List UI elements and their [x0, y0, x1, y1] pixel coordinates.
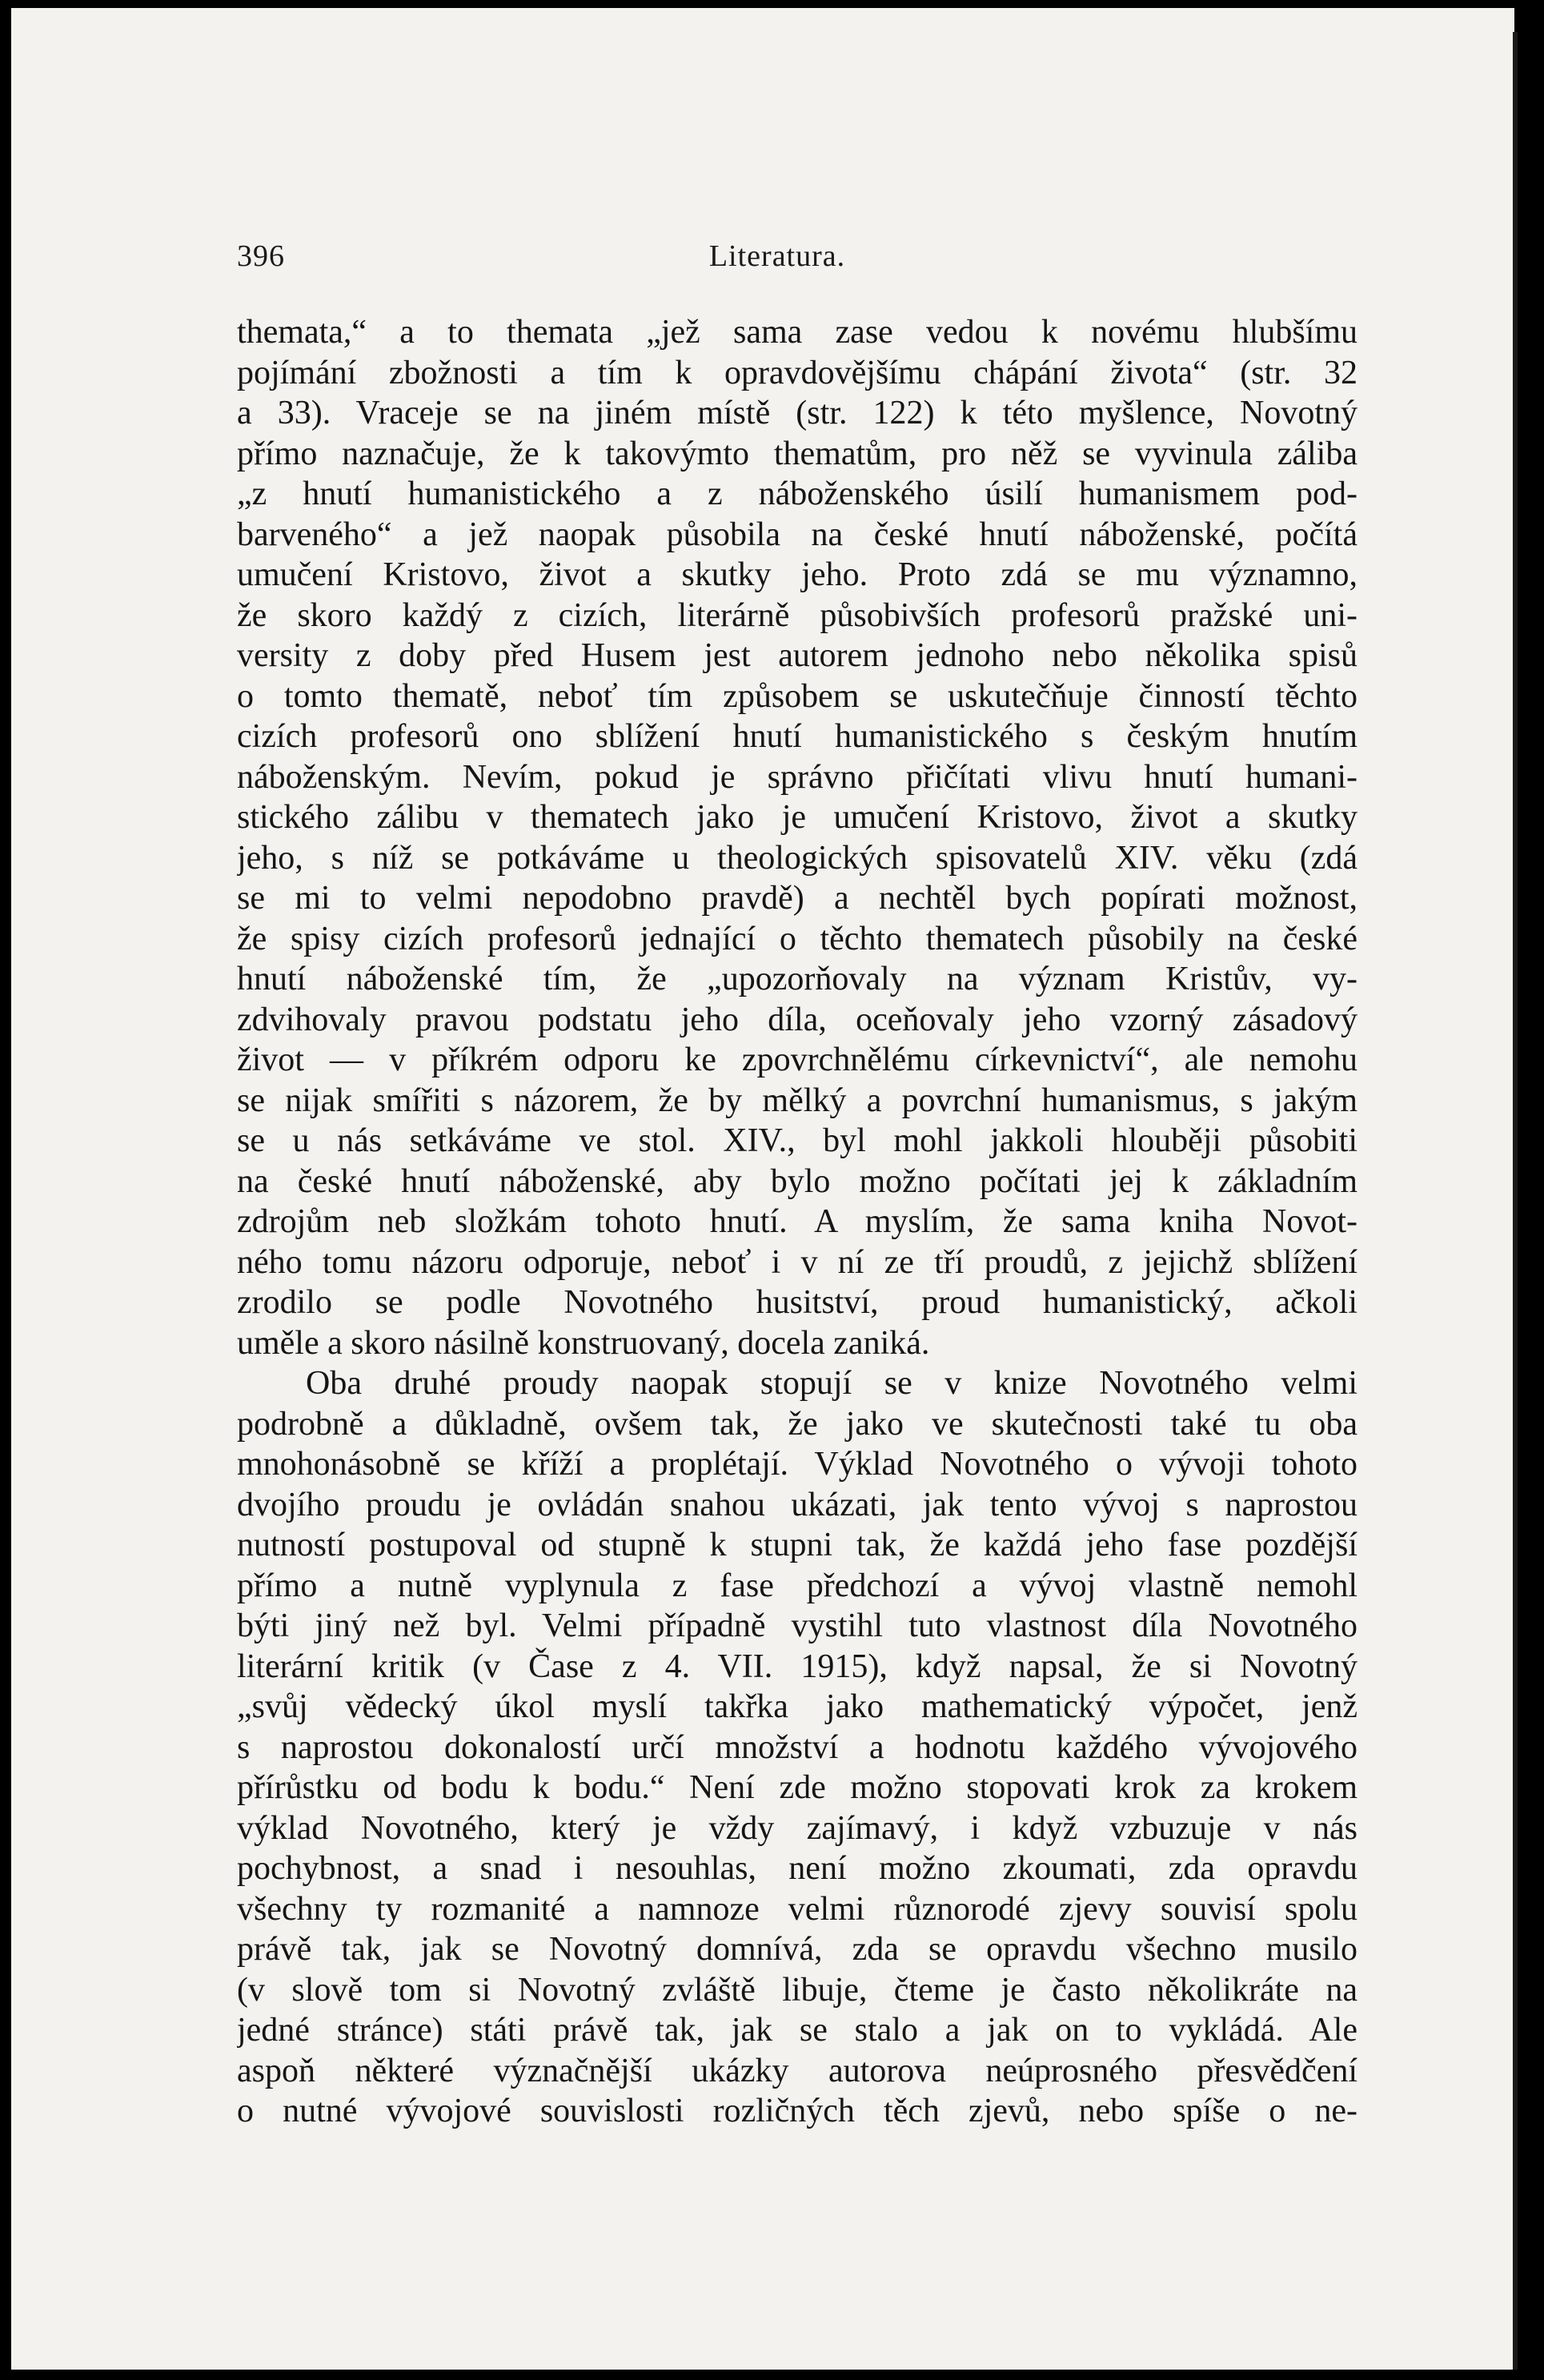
text-line: o tomto thematě, neboť tím způsobem se uskutečňuje činností těchto	[237, 677, 1358, 715]
text-line: že spisy cizích profesorů jednající o těchto thematech působily na české	[237, 920, 1358, 957]
text-line: pojímání zbožnosti a tím k opravdovějšímu chápání života“ (str. 32	[237, 354, 1358, 391]
text-line: zdvihovaly pravou podstatu jeho díla, oceňovaly jeho vzorný zásadový	[237, 1001, 1358, 1038]
text-line: nutností postupoval od stupně k stupni tak, že každá jeho fase pozdější	[237, 1527, 1358, 1563]
text-line: na české hnutí náboženské, aby bylo možno počítati jej k základním	[237, 1162, 1358, 1200]
text-line: zrodilo se podle Novotného husitství, proud humanistický, ačkoli	[237, 1284, 1358, 1321]
text-line: náboženským. Nevím, pokud je správno přičítati vlivu hnutí humani-	[237, 758, 1358, 796]
text-line: ného tomu názoru odporuje, neboť i v ní ze tří proudů, z jejichž sblížení	[237, 1243, 1358, 1281]
text-line: výklad Novotného, který je vždy zajímavý, i když vzbuzuje v nás	[237, 1809, 1358, 1847]
text-line: zdrojům neb složkám tohoto hnutí. A myslím, že sama kniha Novot-	[237, 1203, 1358, 1240]
text-line: býti jiný než byl. Velmi případně vystihl tuto vlastnost díla Novotného	[237, 1607, 1358, 1644]
page-header	[237, 239, 1317, 283]
text-line: pochybnost, a snad i nesouhlas, není možno zkoumati, zda opravdu	[237, 1850, 1358, 1887]
text-line: literární kritik (v Čase z 4. VII. 1915), když napsal, že si Novotný	[237, 1648, 1358, 1685]
text-line: přímo a nutně vyplynula z fase předchozí a vývoj vlastně nemohl	[237, 1567, 1358, 1604]
text-line: (v slově tom si Novotný zvláště libuje, čteme je často několikráte na	[237, 1971, 1358, 2009]
text-line: všechny ty rozmanité a namnoze velmi různorodé zjevy souvisí spolu	[237, 1890, 1358, 1928]
paragraph-end-line: uměle a skoro násilně konstruovaný, docela zaniká.	[237, 1324, 930, 1362]
text-line: jeho, s níž se potkáváme u theologických spisovatelů XIV. věku (zdá	[237, 839, 1358, 877]
text-line: themata,“ a to themata „jež sama zase vedou k novému hlubšímu	[237, 314, 1358, 351]
text-line: dvojího proudu je ovládán snahou ukázati, jak tento vývoj s naprostou	[237, 1486, 1358, 1523]
text-line: cizích profesorů ono sblížení hnutí humanistického s českým hnutím	[237, 718, 1358, 755]
text-line: aspoň některé význačnější ukázky autorova neúprosného přesvědčení	[237, 2052, 1358, 2089]
text-line: že skoro každý z cizích, literárně působivších profesorů pražské uni-	[237, 596, 1358, 634]
text-line: hnutí náboženské tím, že „upozorňovaly na význam Kristův, vy-	[237, 961, 1358, 997]
page-number: 396	[237, 239, 285, 273]
text-line: o nutné vývojové souvislosti rozličných těch zjevů, nebo spíše o ne-	[237, 2093, 1358, 2129]
text-line: mnohonásobně se kříží a proplétají. Výklad Novotného o vývoji tohoto	[237, 1446, 1358, 1483]
text-line: s naprostou dokonalostí určí množství a hodnotu každého vývojového	[237, 1728, 1358, 1766]
text-line: stického zálibu v thematech jako je umučení Kristovo, život a skutky	[237, 799, 1358, 836]
text-line: život — v příkrém odporu ke zpovrchnělému církevnictví“, ale nemohu	[237, 1042, 1358, 1078]
text-line: versity z doby před Husem jest autorem jednoho nebo několika spisů	[237, 637, 1358, 674]
text-line: umučení Kristovo, život a skutky jeho. Proto zdá se mu významno,	[237, 556, 1358, 593]
text-line: se mi to velmi nepodobno pravdě) a nechtěl bych popírati možnost,	[237, 880, 1358, 917]
text-line: jedné stránce) státi právě tak, jak se stalo a jak on to vykládá. Ale	[237, 2012, 1358, 2049]
body-text	[237, 312, 1358, 2132]
text-line: se nijak smířiti s názorem, že by mělký a povrchní humanismus, s jakým	[237, 1082, 1358, 1119]
text-line: a 33). Vraceje se na jiném místě (str. 122) k této myšlence, Novotný	[237, 395, 1358, 431]
running-head: Literatura.	[708, 239, 846, 273]
text-line: podrobně a důkladně, ovšem tak, že jako ve skutečnosti také tu oba	[237, 1405, 1358, 1443]
text-line: „z hnutí humanistického a z náboženského úsilí humanismem pod-	[237, 476, 1358, 512]
paragraph-start-line: Oba druhé proudy naopak stopují se v knize Novotného velmi	[306, 1365, 1358, 1402]
text-line: právě tak, jak se Novotný domnívá, zda se opravdu všechno musilo	[237, 1931, 1358, 1968]
page-edge-shadow	[1513, 32, 1518, 2370]
text-line: přírůstku od bodu k bodu.“ Není zde možno stopovati krok za krokem	[237, 1769, 1358, 1806]
text-line: přímo naznačuje, že k takovýmto thematům, pro něž se vyvinula záliba	[237, 435, 1358, 472]
text-line: se u nás setkáváme ve stol. XIV., byl mohl jakkoli hlouběji působiti	[237, 1122, 1358, 1159]
text-line: „svůj vědecký úkol myslí takřka jako mathematický výpočet, jenž	[237, 1688, 1358, 1725]
text-line: barveného“ a jež naopak působila na české hnutí náboženské, počítá	[237, 516, 1358, 553]
